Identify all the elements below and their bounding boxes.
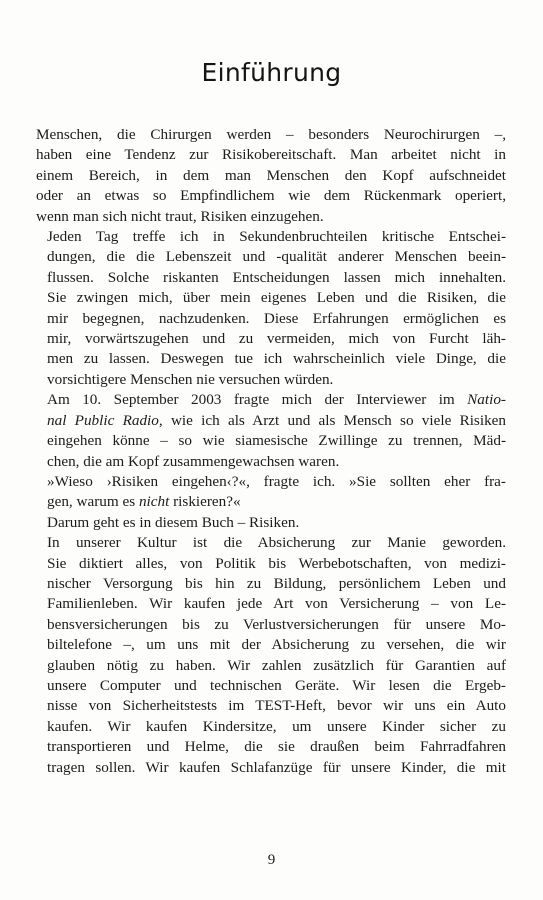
paragraph-1	[36, 125, 506, 227]
text-line: transportieren und Helme, die sie draußen beim Fahrradfahren	[47, 738, 506, 756]
text-line: Menschen, die Chirurgen werden – besonders Neurochirurgen –,	[36, 126, 506, 143]
text-line: men zu lassen. Deswegen tue ich wahrscheinlich viele Dinge, die	[47, 350, 506, 368]
text-run: riskieren?«	[169, 493, 241, 511]
chapter-title: Einführung	[201, 58, 342, 87]
text-line: bensversicherungen bis zu Verlustversicherungen für unsere Mo-	[47, 615, 506, 633]
text-line	[36, 411, 506, 431]
text-line: dungen, die die Lebenszeit und -qualität anderer Menschen beein-	[47, 248, 506, 266]
text-line: einem Bereich, in dem man Menschen den Kopf aufschneidet	[36, 166, 506, 184]
text-line: flussen. Solche riskanten Entscheidungen lassen mich innehalten.	[47, 268, 506, 286]
italic-run: nicht	[138, 493, 170, 511]
text-line	[36, 492, 506, 512]
text-run: gen, warum es	[47, 493, 139, 511]
text-line: unsere Computer und technischen Geräte. Wir lesen die Ergeb-	[47, 676, 506, 694]
text-line: chen, die am Kopf zusammengewachsen waren.	[47, 452, 340, 470]
italic-run: Natio-	[467, 391, 506, 409]
text-run: Am 10. September 2003 fragte mich der Interviewer im	[47, 391, 468, 409]
text-line: vorsichtigere Menschen nie versuchen würden.	[47, 370, 334, 388]
text-line: biltelefone –, um uns mit der Absicherung zu versehen, die wir	[47, 636, 506, 654]
text-line: wenn man sich nicht traut, Risiken einzugehen.	[36, 207, 324, 225]
paragraph-6	[36, 533, 506, 778]
paragraph-2	[36, 227, 506, 390]
text-line	[36, 390, 506, 410]
paragraph-4	[36, 472, 506, 513]
paragraph-5	[36, 513, 506, 533]
text-line: Sie diktiert alles, von Politik bis Werbebotschaften, von medizi-	[47, 554, 506, 572]
paragraph-3	[36, 390, 506, 472]
text-line: nischer Versorgung bis hin zu Bildung, persönlichem Leben und	[47, 574, 506, 592]
text-line: mir begegnen, nachzudenken. Diese Erfahrungen ermöglichen es	[47, 309, 506, 327]
text-line: Jeden Tag treffe ich in Sekundenbruchteilen kritische Entschei-	[47, 228, 506, 246]
text-line: nisse von Sicherheitstests im TEST-Heft, bevor wir uns ein Auto	[47, 697, 506, 715]
text-line: In unserer Kultur ist die Absicherung zur Manie geworden.	[47, 534, 506, 552]
text-line: glauben nötig zu haben. Wir zahlen zusätzlich für Garantien auf	[47, 656, 506, 674]
text-line: Sie zwingen mich, über mein eigenes Leben und die Risiken, die	[47, 289, 506, 307]
text-line: mir, vorwärtszugehen und zu vermeiden, mich von Furcht läh-	[47, 330, 506, 348]
text-line: tragen sollen. Wir kaufen Schlafanzüge für unsere Kinder, die mit	[47, 758, 506, 776]
text-line: Darum geht es in diesem Buch – Risiken.	[47, 513, 300, 531]
text-line: haben eine Tendenz zur Risikobereitschaft. Man arbeitet nicht in	[36, 146, 506, 164]
body-text	[36, 125, 506, 778]
text-run: , wie ich als Arzt und als Mensch so viele Risiken	[158, 411, 506, 429]
text-line: kaufen. Wir kaufen Kindersitze, um unsere Kinder sicher zu	[47, 717, 506, 735]
text-line: eingehen könne – so wie siamesische Zwillinge zu trennen, Mäd-	[47, 432, 506, 450]
italic-run: nal Public Radio	[47, 411, 159, 429]
text-line: Familienleben. Wir kaufen jede Art von Versicherung – von Le-	[47, 595, 506, 613]
text-line: oder an etwas so Empfindlichem wie dem Rückenmark operiert,	[36, 187, 506, 205]
page-number: 9	[267, 852, 276, 868]
text-line: »Wieso ›Risiken eingehen‹?«, fragte ich. »Sie sollten eher fra-	[47, 472, 506, 490]
